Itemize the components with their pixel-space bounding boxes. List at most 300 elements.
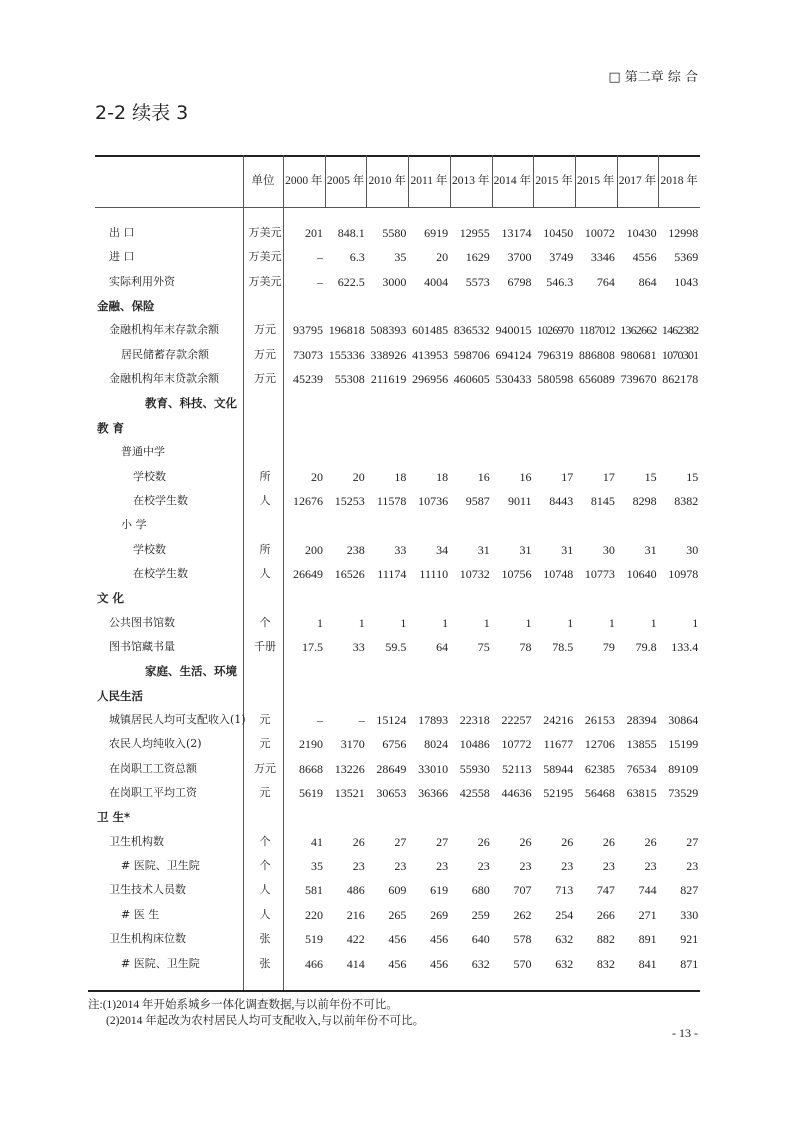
table-row [95, 830, 700, 854]
cell-value: 24216 [543, 713, 574, 727]
table-row [95, 318, 700, 342]
cell-value: 79 [602, 639, 615, 654]
cell-value: 580598 [537, 372, 574, 387]
cell-value: 5369 [674, 250, 699, 265]
row-unit: 人 [259, 493, 271, 507]
cell-value: 26649 [293, 566, 323, 581]
cell-value: 619 [430, 883, 449, 898]
cell-value: 75 [477, 639, 490, 654]
table-row [95, 270, 700, 294]
year-header: 2014 年 [493, 175, 532, 187]
cell-value: 73529 [668, 786, 699, 801]
cell-value: 1362662 [620, 323, 657, 338]
cell-value: 133.4 [671, 639, 699, 654]
cell-value: 1629 [465, 250, 490, 265]
row-unit: 万美元 [248, 274, 282, 288]
cell-value: 4004 [424, 274, 449, 289]
cell-value: 56468 [584, 786, 615, 801]
cell-value: 23 [477, 859, 490, 874]
cell-value: 1026970 [536, 323, 574, 338]
cell-value: 27 [436, 834, 449, 849]
cell-value: 640 [471, 932, 490, 947]
row-unit: 元 [259, 737, 271, 751]
table-row [95, 659, 700, 683]
cell-value: 26 [644, 834, 657, 849]
cell-value: 466 [305, 956, 323, 971]
row-unit: 人 [259, 907, 271, 921]
row-label: 卫生机构数 [109, 834, 164, 848]
cell-value: 841 [638, 956, 657, 971]
row-label: 金融机构年末存款余额 [109, 323, 219, 337]
year-header: 2015 年 [535, 175, 573, 187]
cell-value: 12706 [584, 737, 615, 752]
table-row [95, 586, 700, 610]
year-header: 2005 年 [326, 175, 365, 187]
cell-value: 62385 [584, 761, 615, 776]
cell-value: 28649 [376, 761, 407, 776]
table-row [95, 513, 700, 537]
cell-value: 486 [346, 883, 365, 898]
cell-value: 13226 [334, 761, 365, 776]
cell-value: 414 [346, 956, 365, 971]
table-row [95, 221, 700, 245]
cell-value: 827 [680, 883, 699, 898]
table-bottom-rule [88, 990, 700, 992]
cell-value: 836532 [453, 323, 490, 338]
cell-value: 26 [602, 834, 615, 849]
cell-value: 1043 [674, 274, 699, 289]
cell-value: 744 [638, 883, 657, 898]
row-label: 教 育 [97, 420, 125, 435]
cell-value: 413953 [412, 347, 449, 362]
cell-value: 26 [352, 834, 365, 849]
cell-value: 581 [305, 883, 323, 898]
row-label: # 医院、卫生院 [121, 956, 200, 970]
cell-value: 1 [400, 615, 407, 630]
cell-value: 11578 [376, 493, 407, 508]
cell-value: 13521 [334, 786, 365, 801]
table-top-rule [95, 155, 700, 157]
header-divider [325, 155, 326, 207]
cell-value: 23 [602, 859, 615, 874]
cell-value: 55308 [334, 372, 365, 387]
cell-value: 707 [513, 883, 532, 898]
cell-value: 33 [394, 542, 407, 557]
page-number: - 13 - [672, 1026, 698, 1040]
cell-value: 16 [519, 469, 532, 484]
cell-value: 9011 [507, 493, 532, 508]
table-row [95, 878, 700, 902]
cell-value: 8298 [632, 493, 657, 508]
cell-value: 6756 [382, 737, 407, 752]
cell-value: 17893 [418, 713, 449, 727]
header-divider [575, 155, 576, 207]
cell-value: 8443 [549, 493, 574, 508]
row-unit: 万元 [254, 761, 276, 775]
cell-value: 30864 [668, 713, 699, 727]
cell-value: 864 [638, 274, 657, 289]
cell-value: 3700 [507, 250, 532, 265]
row-label: 文 化 [97, 591, 125, 606]
header-divider [450, 155, 451, 207]
cell-value: – [317, 250, 323, 265]
cell-value: 12998 [668, 226, 699, 240]
unit-header: 单位 [251, 175, 275, 187]
cell-value: 79.8 [635, 639, 657, 654]
cell-value: 17 [561, 469, 574, 484]
cell-value: 632 [471, 956, 490, 971]
cell-value: 3346 [590, 250, 615, 265]
cell-value: 269 [430, 907, 449, 922]
cell-value: 656089 [578, 372, 615, 387]
cell-value: 20 [352, 469, 365, 484]
cell-value: 22318 [459, 713, 490, 727]
cell-value: 862178 [662, 372, 699, 387]
cell-value: 456 [430, 932, 449, 947]
header-divider [366, 155, 367, 207]
cell-value: 35 [311, 859, 323, 874]
cell-value: 33010 [418, 761, 449, 776]
cell-value: 44636 [501, 786, 532, 801]
cell-value: 45239 [293, 372, 323, 387]
cell-value: 41 [311, 834, 323, 849]
cell-value: 211619 [370, 372, 407, 387]
row-label: 进 口 [109, 250, 135, 264]
row-unit: 万美元 [248, 226, 282, 239]
cell-value: 10978 [668, 566, 699, 581]
cell-value: 796319 [537, 347, 574, 362]
cell-value: 238 [346, 542, 365, 557]
cell-value: 42558 [459, 786, 490, 801]
cell-value: 12676 [293, 493, 323, 508]
cell-value: 296956 [412, 372, 449, 387]
cell-value: 980681 [620, 347, 657, 362]
cell-value: 508393 [370, 323, 407, 338]
header-divider [658, 155, 659, 207]
cell-value: 6.3 [349, 250, 365, 265]
row-label: 出 口 [109, 226, 135, 239]
row-unit: 千册 [254, 639, 276, 653]
year-header: 2000 年 [285, 175, 323, 187]
cell-value: 3749 [549, 250, 574, 265]
cell-value: 27 [686, 834, 699, 849]
table-row [95, 611, 700, 635]
row-label: 公共图书馆数 [109, 615, 175, 629]
row-unit: 个 [259, 834, 271, 848]
cell-value: 1 [692, 615, 699, 630]
cell-value: 155336 [328, 347, 365, 362]
year-header: 2010 年 [368, 175, 406, 187]
row-unit: 万元 [254, 347, 276, 361]
cell-value: 15 [644, 469, 657, 484]
cell-value: 265 [388, 907, 407, 922]
row-unit: 张 [259, 932, 271, 946]
header-rule [95, 207, 700, 208]
cell-value: 36366 [418, 786, 449, 801]
table-row [95, 952, 700, 976]
row-unit: 所 [259, 469, 271, 483]
cell-value: 11110 [419, 566, 449, 581]
cell-value: 31 [477, 542, 490, 557]
cell-value: 10640 [626, 566, 657, 581]
cell-value: 1462382 [661, 323, 699, 338]
year-header: 2017 年 [618, 175, 657, 187]
table-row [95, 757, 700, 781]
row-unit: 张 [259, 956, 271, 970]
cell-value: 10486 [459, 737, 490, 752]
cell-value: 570 [513, 956, 532, 971]
cell-value: 456 [388, 956, 407, 971]
cell-value: 1 [608, 615, 615, 630]
cell-value: – [358, 713, 365, 727]
row-unit: 所 [259, 542, 271, 556]
row-label: 金融、保险 [97, 299, 155, 314]
cell-value: 2190 [299, 737, 323, 752]
year-header: 2013 年 [451, 175, 490, 187]
row-label: 在岗职工平均工资 [109, 786, 197, 800]
row-unit: 个 [259, 859, 271, 873]
row-label: # 医院、卫生院 [121, 859, 200, 873]
cell-value: 23 [644, 859, 657, 874]
cell-value: 200 [305, 542, 323, 557]
cell-value: 27 [394, 834, 407, 849]
row-unit: 人 [259, 566, 271, 580]
table-row [95, 367, 700, 391]
cell-value: 13855 [626, 737, 657, 752]
cell-value: 1187012 [578, 323, 615, 338]
table-row [95, 416, 700, 440]
cell-value: 422 [346, 932, 365, 947]
cell-value: 338926 [370, 347, 407, 362]
cell-value: 196818 [328, 323, 365, 338]
cell-value: 58944 [543, 761, 574, 776]
cell-value: 609 [388, 883, 407, 898]
cell-value: 6919 [424, 226, 449, 240]
cell-value: 31 [519, 542, 532, 557]
row-label: 小 学 [121, 518, 147, 532]
row-unit: 元 [259, 713, 271, 726]
header-divider [408, 155, 409, 207]
cell-value: 10736 [418, 493, 449, 508]
cell-value: 921 [680, 932, 699, 947]
cell-value: 23 [519, 859, 532, 874]
table-row [95, 635, 700, 659]
cell-value: 26 [477, 834, 490, 849]
cell-value: 266 [596, 907, 615, 922]
cell-value: 216 [346, 907, 365, 922]
cell-value: 20 [311, 469, 323, 484]
table-row [95, 465, 700, 489]
table-row [95, 854, 700, 878]
cell-value: 5580 [382, 226, 407, 240]
cell-value: 891 [638, 932, 657, 947]
header-divider [617, 155, 618, 207]
cell-value: 632 [555, 956, 574, 971]
cell-value: 59.5 [385, 639, 407, 654]
cell-value: 254 [555, 907, 574, 922]
row-unit: 人 [259, 883, 271, 897]
row-unit: 元 [259, 786, 271, 800]
cell-value: 52113 [501, 761, 532, 776]
cell-value: 3170 [340, 737, 365, 752]
row-label: 普通中学 [121, 445, 165, 459]
table-row [95, 562, 700, 586]
cell-value: 23 [686, 859, 699, 874]
cell-value: 10072 [584, 226, 615, 240]
cell-value: 23 [561, 859, 574, 874]
cell-value: 5573 [465, 274, 490, 289]
cell-value: 622.5 [337, 274, 365, 289]
cell-value: 16 [477, 469, 490, 484]
cell-value: 1070301 [661, 347, 699, 362]
row-label: 学校数 [133, 469, 166, 483]
cell-value: 6798 [507, 274, 532, 289]
cell-value: 15253 [334, 493, 365, 508]
row-label: 在校学生数 [133, 566, 188, 580]
cell-value: 330 [680, 907, 699, 922]
cell-value: 26 [519, 834, 532, 849]
cell-value: 11677 [543, 737, 574, 752]
cell-value: 89109 [668, 761, 699, 776]
row-label: # 医 生 [121, 907, 160, 921]
cell-value: 519 [305, 932, 323, 947]
cell-value: 76534 [626, 761, 657, 776]
header-divider [533, 155, 534, 207]
cell-value: 680 [471, 883, 490, 898]
table-row [95, 781, 700, 805]
cell-value: 460605 [453, 372, 490, 387]
table-title: 2-2 续表 3 [95, 102, 189, 124]
table-row [95, 684, 700, 708]
table-row [95, 489, 700, 513]
cell-value: 17 [602, 469, 615, 484]
cell-value: 64 [436, 639, 449, 654]
cell-value: 10773 [584, 566, 615, 581]
row-label: 家庭、生活、环境 [145, 664, 237, 679]
row-label: 人民生活 [97, 688, 143, 703]
table-row [95, 538, 700, 562]
row-label: 学校数 [133, 542, 166, 556]
row-unit: 万元 [254, 323, 276, 337]
cell-value: 1 [358, 615, 365, 630]
row-label: 卫 生* [97, 810, 131, 825]
cell-value: 1 [483, 615, 490, 630]
cell-value: 22257 [501, 713, 532, 727]
cell-value: 11174 [377, 566, 407, 581]
table-row [95, 927, 700, 951]
cell-value: 23 [352, 859, 365, 874]
cell-value: 262 [513, 907, 532, 922]
cell-value: 1 [317, 615, 323, 630]
year-header: 2015 年 [577, 175, 615, 187]
cell-value: 8024 [424, 737, 449, 752]
cell-value: 31 [644, 542, 657, 557]
cell-value: – [317, 713, 323, 727]
header-divider [492, 155, 493, 207]
row-label: 卫生技术人员数 [109, 883, 186, 897]
row-label: 农民人均纯收入(2) [109, 737, 202, 751]
cell-value: 8668 [299, 761, 323, 776]
cell-value: 31 [561, 542, 574, 557]
row-unit: 个 [259, 615, 271, 629]
cell-value: 52195 [543, 786, 574, 801]
cell-value: 78 [519, 639, 532, 654]
cell-value: 23 [436, 859, 449, 874]
row-label: 卫生机构床位数 [109, 932, 186, 946]
chapter-header: □ 第二章 综 合 [608, 70, 698, 85]
table-row [95, 903, 700, 927]
cell-value: 28394 [626, 713, 657, 727]
table-row [95, 343, 700, 367]
cell-value: 271 [638, 907, 657, 922]
cell-value: 18 [394, 469, 407, 484]
cell-value: 5619 [299, 786, 323, 801]
cell-value: 26153 [584, 713, 615, 727]
cell-value: 886808 [578, 347, 615, 362]
cell-value: 848.1 [337, 226, 365, 240]
cell-value: 10732 [459, 566, 490, 581]
row-unit: 万元 [254, 372, 276, 386]
cell-value: 578 [513, 932, 532, 947]
row-label: 金融机构年末贷款余额 [109, 372, 219, 386]
cell-value: 694124 [495, 347, 532, 362]
cell-value: 8382 [674, 493, 699, 508]
cell-value: 10772 [501, 737, 532, 752]
row-label: 居民储蓄存款余额 [121, 347, 209, 361]
table-row [95, 440, 700, 464]
cell-value: 259 [471, 907, 490, 922]
cell-value: 73073 [293, 347, 323, 362]
row-label: 在校学生数 [133, 493, 188, 507]
table-row [95, 294, 700, 318]
cell-value: 30653 [376, 786, 407, 801]
cell-value: 871 [680, 956, 699, 971]
cell-value: 30 [686, 542, 699, 557]
note-2: (2)2014 年起改为农村居民人均可支配收入,与以前年份不可比。 [106, 1015, 425, 1027]
cell-value: 23 [394, 859, 407, 874]
cell-value: 530433 [495, 372, 532, 387]
cell-value: 632 [555, 932, 574, 947]
cell-value: 4556 [632, 250, 657, 265]
row-label: 图书馆藏书量 [109, 639, 175, 653]
cell-value: 30 [602, 542, 615, 557]
cell-value: 10756 [501, 566, 532, 581]
cell-value: 764 [596, 274, 615, 289]
cell-value: – [317, 274, 323, 289]
cell-value: 713 [555, 883, 574, 898]
year-header: 2018 年 [660, 175, 698, 187]
table-row [95, 732, 700, 756]
cell-value: 456 [430, 956, 449, 971]
row-label: 教育、科技、文化 [145, 396, 237, 411]
table-row [95, 708, 700, 732]
cell-value: 20 [436, 250, 449, 265]
cell-value: 26 [561, 834, 574, 849]
cell-value: 93795 [293, 323, 323, 338]
table-row [95, 391, 700, 415]
cell-value: 1 [650, 615, 657, 630]
table-row [95, 245, 700, 269]
row-label: 在岗职工工资总额 [109, 761, 197, 775]
cell-value: 34 [436, 542, 449, 557]
cell-value: 17.5 [302, 639, 323, 654]
cell-value: 12955 [459, 226, 490, 240]
cell-value: 9587 [465, 493, 490, 508]
cell-value: 220 [305, 907, 323, 922]
cell-value: 10430 [626, 226, 657, 240]
cell-value: 15 [686, 469, 699, 484]
cell-value: 8145 [590, 493, 615, 508]
